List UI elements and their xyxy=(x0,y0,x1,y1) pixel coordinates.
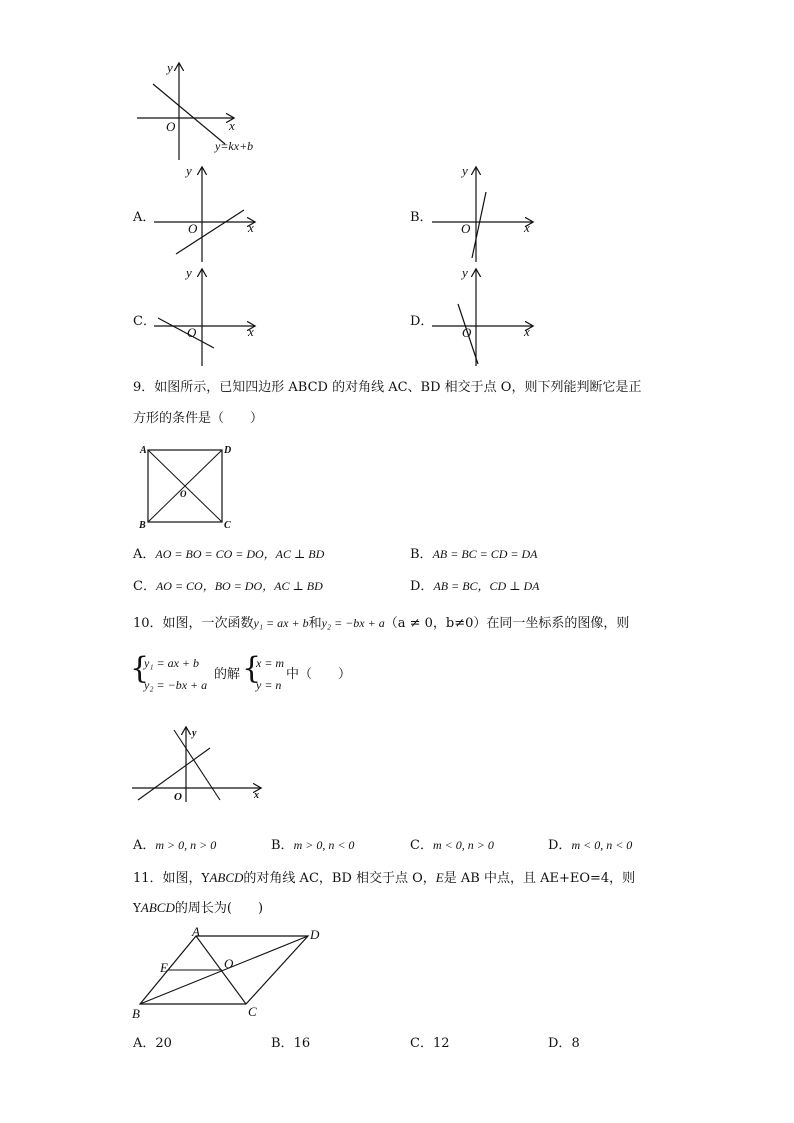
q10-option-b[interactable] xyxy=(271,836,354,855)
q10-eq1: y₁ = ax + b xyxy=(253,616,309,630)
origin-label: O xyxy=(462,325,472,340)
option-label: D． xyxy=(410,579,434,594)
option-label: C． xyxy=(133,579,156,594)
q8-option-b-graph[interactable] xyxy=(428,162,538,264)
vertex-d-label: D xyxy=(224,445,232,456)
q8-option-b-label[interactable]: B． xyxy=(410,210,433,225)
parallelogram-symbol: Y xyxy=(201,871,210,885)
q11-option-b[interactable] xyxy=(271,1035,310,1053)
option-text: AB = BC，CD ⊥ DA xyxy=(433,579,540,593)
option-text: 12 xyxy=(432,1036,450,1051)
q9-stem-line1: 9．如图所示，已知四边形 ABCD 的对角线 AC、BD 相交于点 O，则下列能判断它是正 xyxy=(133,380,642,395)
x-axis-label: x xyxy=(248,220,254,235)
point-e-label: E xyxy=(160,960,168,975)
q8-option-a-graph[interactable] xyxy=(150,162,260,264)
option-label: C． xyxy=(410,1036,433,1051)
option-text: AO = CO，BO = DO，AC ⊥ BD xyxy=(155,579,323,593)
y-axis-label: y xyxy=(462,265,468,280)
q11-parallelogram-figure xyxy=(130,924,330,1020)
q8-option-d-graph[interactable] xyxy=(428,264,538,368)
q10-sol2: y = n xyxy=(256,678,282,692)
q8-reference-graph xyxy=(133,58,265,162)
q10-sol1: x = m xyxy=(256,656,285,670)
q11-option-a[interactable] xyxy=(133,1035,172,1053)
q10-prefix: 10．如图，一次函数 xyxy=(133,616,254,631)
q11-abcd: ABCD xyxy=(140,900,175,915)
x-axis-label: x xyxy=(229,118,235,133)
q8-option-d-label[interactable]: D． xyxy=(410,314,434,329)
option-label: A． xyxy=(133,1036,156,1051)
option-line xyxy=(472,192,486,258)
equation-label: y=kx+b xyxy=(215,139,254,153)
q9-option-c[interactable] xyxy=(133,577,323,596)
q11-mid: 的对角线 AC，BD 相交于点 O， xyxy=(243,871,436,886)
q10-stem-line1 xyxy=(133,614,629,633)
y-axis-label: y xyxy=(462,163,468,178)
y-axis-label: y xyxy=(192,728,197,739)
vertex-c-label: C xyxy=(248,1004,257,1019)
x-axis-label: x xyxy=(248,324,254,339)
q10-solution-brace: { xyxy=(242,651,262,686)
option-text: 8 xyxy=(571,1036,580,1051)
x-axis-label: x xyxy=(524,324,530,339)
q11-stem-line2 xyxy=(133,899,263,918)
option-text: m < 0, n > 0 xyxy=(432,838,494,852)
origin-label: O xyxy=(187,325,197,340)
x-axis-label: x xyxy=(524,220,530,235)
vertex-b-label: B xyxy=(132,1006,140,1020)
q11-option-d[interactable] xyxy=(548,1035,580,1053)
q8-option-c-graph[interactable] xyxy=(150,264,260,368)
option-label: B． xyxy=(271,838,294,853)
q11-stem-line1 xyxy=(133,869,635,888)
vertex-a-label: A xyxy=(140,445,147,456)
option-label: D． xyxy=(548,838,572,853)
origin-label: O xyxy=(174,791,182,803)
parallelogram-symbol: Y xyxy=(133,901,141,915)
q9-option-a[interactable] xyxy=(133,545,324,564)
option-text: m > 0, n > 0 xyxy=(155,838,217,852)
option-text: AO = BO = CO = DO，AC ⊥ BD xyxy=(155,547,325,561)
y-axis-label: y xyxy=(167,60,173,75)
option-text: 16 xyxy=(293,1036,311,1051)
option-label: B． xyxy=(271,1036,294,1051)
option-label: D． xyxy=(548,1036,572,1051)
q10-option-a[interactable] xyxy=(133,836,216,855)
option-text: m < 0, n < 0 xyxy=(571,838,633,852)
q10-suffix: 中（ ） xyxy=(286,667,352,682)
option-text: AB = BC = CD = DA xyxy=(432,547,538,561)
center-o-label: O xyxy=(180,489,187,499)
origin-label: O xyxy=(188,221,198,236)
vertex-b-label: B xyxy=(139,520,146,531)
q11-prefix: 11．如图， xyxy=(133,871,202,886)
q8-option-a-label[interactable]: A． xyxy=(133,210,156,225)
q10-sys-eq1: y₁ = ax + b xyxy=(144,656,200,670)
q10-cond: （a ≠ 0，b≠0）在同一坐标系的图像，则 xyxy=(384,616,630,631)
q9-stem-line2: 方形的条件是（ ） xyxy=(133,411,264,426)
q10-and: 和 xyxy=(308,616,322,631)
q10-graph xyxy=(130,726,266,806)
q10-option-c[interactable] xyxy=(410,836,494,855)
origin-label: O xyxy=(461,221,471,236)
option-label: A． xyxy=(133,547,156,562)
q8-option-c-label[interactable]: C． xyxy=(133,314,156,329)
y-axis-label: y xyxy=(186,265,192,280)
q11-option-c[interactable] xyxy=(410,1035,450,1053)
q11-abcd: ABCD xyxy=(209,870,244,885)
option-text: 20 xyxy=(155,1036,172,1051)
q9-option-d[interactable] xyxy=(410,577,539,596)
option-label: C． xyxy=(410,838,433,853)
q11-suffix: 是 AB 中点，且 AE+EO=4，则 xyxy=(443,871,636,886)
option-text: m > 0, n < 0 xyxy=(293,838,355,852)
origin-label: O xyxy=(166,119,176,134)
option-label: B． xyxy=(410,547,433,562)
y-axis-label: y xyxy=(186,163,192,178)
vertex-d-label: D xyxy=(310,927,320,942)
vertex-a-label: A xyxy=(192,924,200,939)
x-axis-label: x xyxy=(254,790,259,801)
option-label: A． xyxy=(133,838,156,853)
q9-square-figure xyxy=(136,440,236,532)
line-y2 xyxy=(174,730,220,800)
option-line xyxy=(176,210,244,254)
option-line xyxy=(158,318,214,348)
line-kx-b xyxy=(153,84,225,144)
q10-option-d[interactable] xyxy=(548,836,632,855)
q10-system-brace: { xyxy=(130,651,150,686)
q10-sys-eq2: y₂ = −bx + a xyxy=(144,678,208,692)
point-o-label: O xyxy=(224,956,234,971)
q9-option-b[interactable] xyxy=(410,545,538,564)
q10-sol-text: 的解 xyxy=(214,667,241,682)
q10-eq2: y₂ = −bx + a xyxy=(321,616,385,630)
q11-line2-suffix: 的周长为( ) xyxy=(174,901,264,916)
q11-e: E xyxy=(435,870,444,885)
vertex-c-label: C xyxy=(224,520,231,531)
